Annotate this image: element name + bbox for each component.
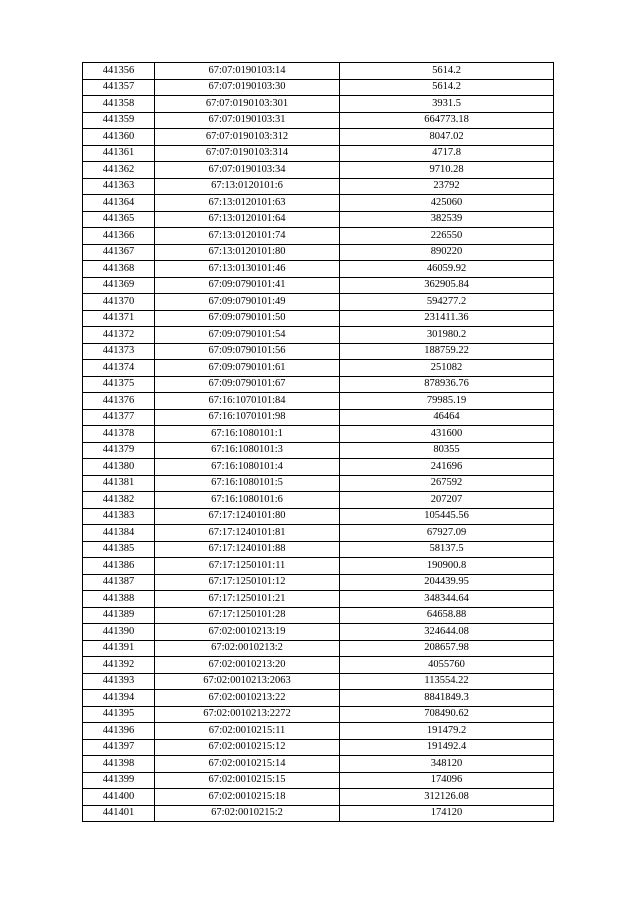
table-row — [83, 492, 554, 509]
value-cell: 5614.2 — [340, 63, 554, 80]
cadastral-number-cell: 67:17:1240101:81 — [155, 525, 340, 542]
value-cell: 204439.95 — [340, 574, 554, 591]
cadastral-number-cell: 67:07:0190103:301 — [155, 96, 340, 113]
table-row — [83, 426, 554, 443]
table-row — [83, 294, 554, 311]
row-id-cell: 441386 — [83, 558, 155, 575]
row-id-cell: 441371 — [83, 310, 155, 327]
row-id-cell: 441397 — [83, 739, 155, 756]
row-id-cell: 441366 — [83, 228, 155, 245]
value-cell: 8047.02 — [340, 129, 554, 146]
row-id-cell: 441396 — [83, 723, 155, 740]
cadastral-number-cell: 67:07:0190103:314 — [155, 145, 340, 162]
cadastral-number-cell: 67:13:0120101:80 — [155, 244, 340, 261]
cadastral-number-cell: 67:02:0010213:22 — [155, 690, 340, 707]
table-row — [83, 442, 554, 459]
row-id-cell: 441388 — [83, 591, 155, 608]
table-row — [83, 525, 554, 542]
row-id-cell: 441393 — [83, 673, 155, 690]
cadastral-number-cell: 67:17:1250101:12 — [155, 574, 340, 591]
table-row — [83, 63, 554, 80]
cadastral-number-cell: 67:09:0790101:54 — [155, 327, 340, 344]
table-row — [83, 228, 554, 245]
cadastral-number-cell: 67:07:0190103:14 — [155, 63, 340, 80]
row-id-cell: 441382 — [83, 492, 155, 509]
table-row — [83, 376, 554, 393]
cadastral-number-cell: 67:02:0010215:11 — [155, 723, 340, 740]
value-cell: 431600 — [340, 426, 554, 443]
value-cell: 4055760 — [340, 657, 554, 674]
row-id-cell: 441359 — [83, 112, 155, 129]
row-id-cell: 441385 — [83, 541, 155, 558]
value-cell: 113554.22 — [340, 673, 554, 690]
cadastral-number-cell: 67:07:0190103:31 — [155, 112, 340, 129]
value-cell: 8841849.3 — [340, 690, 554, 707]
row-id-cell: 441357 — [83, 79, 155, 96]
table-row — [83, 558, 554, 575]
table-row — [83, 706, 554, 723]
table-row — [83, 541, 554, 558]
table-row — [83, 475, 554, 492]
row-id-cell: 441392 — [83, 657, 155, 674]
value-cell: 190900.8 — [340, 558, 554, 575]
table-row — [83, 211, 554, 228]
cadastral-number-cell: 67:02:0010213:19 — [155, 624, 340, 641]
value-cell: 664773.18 — [340, 112, 554, 129]
cadastral-number-cell: 67:16:1080101:3 — [155, 442, 340, 459]
table-row — [83, 624, 554, 641]
row-id-cell: 441395 — [83, 706, 155, 723]
value-cell: 267592 — [340, 475, 554, 492]
row-id-cell: 441370 — [83, 294, 155, 311]
table-row — [83, 657, 554, 674]
cadastral-number-cell: 67:13:0120101:63 — [155, 195, 340, 212]
cadastral-number-cell: 67:02:0010213:2 — [155, 640, 340, 657]
value-cell: 312126.08 — [340, 789, 554, 806]
value-cell: 890220 — [340, 244, 554, 261]
row-id-cell: 441394 — [83, 690, 155, 707]
value-cell: 348344.64 — [340, 591, 554, 608]
table-row — [83, 805, 554, 822]
row-id-cell: 441384 — [83, 525, 155, 542]
row-id-cell: 441377 — [83, 409, 155, 426]
row-id-cell: 441374 — [83, 360, 155, 377]
table-row — [83, 673, 554, 690]
cadastral-number-cell: 67:16:1080101:4 — [155, 459, 340, 476]
cadastral-number-cell: 67:02:0010213:20 — [155, 657, 340, 674]
cadastral-number-cell: 67:07:0190103:30 — [155, 79, 340, 96]
table-row — [83, 244, 554, 261]
value-cell: 191492.4 — [340, 739, 554, 756]
row-id-cell: 441401 — [83, 805, 155, 822]
row-id-cell: 441379 — [83, 442, 155, 459]
row-id-cell: 441381 — [83, 475, 155, 492]
value-cell: 191479.2 — [340, 723, 554, 740]
value-cell: 208657.98 — [340, 640, 554, 657]
table-row — [83, 145, 554, 162]
table-body — [83, 63, 554, 822]
value-cell: 5614.2 — [340, 79, 554, 96]
table-row — [83, 723, 554, 740]
cadastral-number-cell: 67:13:0120101:74 — [155, 228, 340, 245]
value-cell: 174096 — [340, 772, 554, 789]
table-row — [83, 607, 554, 624]
row-id-cell: 441358 — [83, 96, 155, 113]
table-row — [83, 178, 554, 195]
cadastral-number-cell: 67:07:0190103:312 — [155, 129, 340, 146]
cadastral-number-cell: 67:17:1250101:28 — [155, 607, 340, 624]
value-cell: 324644.08 — [340, 624, 554, 641]
table-row — [83, 756, 554, 773]
cadastral-number-cell: 67:16:1070101:98 — [155, 409, 340, 426]
cadastral-number-cell: 67:02:0010215:2 — [155, 805, 340, 822]
cadastral-value-table — [82, 62, 554, 822]
row-id-cell: 441387 — [83, 574, 155, 591]
table-row — [83, 96, 554, 113]
row-id-cell: 441367 — [83, 244, 155, 261]
value-cell: 301980.2 — [340, 327, 554, 344]
row-id-cell: 441398 — [83, 756, 155, 773]
table-row — [83, 195, 554, 212]
cadastral-number-cell: 67:17:1250101:11 — [155, 558, 340, 575]
table-row — [83, 162, 554, 179]
value-cell: 188759.22 — [340, 343, 554, 360]
table-row — [83, 409, 554, 426]
value-cell: 708490.62 — [340, 706, 554, 723]
cadastral-number-cell: 67:09:0790101:67 — [155, 376, 340, 393]
value-cell: 207207 — [340, 492, 554, 509]
table-row — [83, 393, 554, 410]
cadastral-number-cell: 67:02:0010215:12 — [155, 739, 340, 756]
value-cell: 382539 — [340, 211, 554, 228]
value-cell: 23792 — [340, 178, 554, 195]
table-row — [83, 79, 554, 96]
row-id-cell: 441391 — [83, 640, 155, 657]
row-id-cell: 441372 — [83, 327, 155, 344]
cadastral-number-cell: 67:02:0010215:15 — [155, 772, 340, 789]
cadastral-number-cell: 67:17:1240101:80 — [155, 508, 340, 525]
row-id-cell: 441375 — [83, 376, 155, 393]
cadastral-number-cell: 67:02:0010213:2272 — [155, 706, 340, 723]
table-row — [83, 112, 554, 129]
row-id-cell: 441399 — [83, 772, 155, 789]
value-cell: 226550 — [340, 228, 554, 245]
table-row — [83, 690, 554, 707]
row-id-cell: 441390 — [83, 624, 155, 641]
table-row — [83, 261, 554, 278]
table-row — [83, 591, 554, 608]
cadastral-number-cell: 67:09:0790101:56 — [155, 343, 340, 360]
table-row — [83, 360, 554, 377]
cadastral-number-cell: 67:17:1240101:88 — [155, 541, 340, 558]
row-id-cell: 441363 — [83, 178, 155, 195]
row-id-cell: 441356 — [83, 63, 155, 80]
cadastral-number-cell: 67:13:0120101:64 — [155, 211, 340, 228]
value-cell: 46464 — [340, 409, 554, 426]
cadastral-number-cell: 67:13:0130101:46 — [155, 261, 340, 278]
value-cell: 79985.19 — [340, 393, 554, 410]
table-row — [83, 310, 554, 327]
row-id-cell: 441373 — [83, 343, 155, 360]
value-cell: 878936.76 — [340, 376, 554, 393]
value-cell: 362905.84 — [340, 277, 554, 294]
value-cell: 425060 — [340, 195, 554, 212]
cadastral-number-cell: 67:02:0010215:18 — [155, 789, 340, 806]
row-id-cell: 441400 — [83, 789, 155, 806]
table-row — [83, 789, 554, 806]
table-row — [83, 343, 554, 360]
table-row — [83, 277, 554, 294]
value-cell: 46059.92 — [340, 261, 554, 278]
value-cell: 105445.56 — [340, 508, 554, 525]
row-id-cell: 441365 — [83, 211, 155, 228]
cadastral-number-cell: 67:16:1080101:1 — [155, 426, 340, 443]
value-cell: 594277.2 — [340, 294, 554, 311]
table-row — [83, 129, 554, 146]
row-id-cell: 441360 — [83, 129, 155, 146]
value-cell: 231411.36 — [340, 310, 554, 327]
table-row — [83, 640, 554, 657]
row-id-cell: 441368 — [83, 261, 155, 278]
value-cell: 67927.09 — [340, 525, 554, 542]
row-id-cell: 441364 — [83, 195, 155, 212]
row-id-cell: 441380 — [83, 459, 155, 476]
value-cell: 251082 — [340, 360, 554, 377]
table-row — [83, 508, 554, 525]
cadastral-number-cell: 67:09:0790101:61 — [155, 360, 340, 377]
cadastral-number-cell: 67:13:0120101:6 — [155, 178, 340, 195]
table-row — [83, 739, 554, 756]
row-id-cell: 441376 — [83, 393, 155, 410]
value-cell: 64658.88 — [340, 607, 554, 624]
row-id-cell: 441361 — [83, 145, 155, 162]
value-cell: 4717.8 — [340, 145, 554, 162]
row-id-cell: 441383 — [83, 508, 155, 525]
value-cell: 58137.5 — [340, 541, 554, 558]
table-row — [83, 327, 554, 344]
cadastral-number-cell: 67:09:0790101:41 — [155, 277, 340, 294]
value-cell: 174120 — [340, 805, 554, 822]
cadastral-number-cell: 67:17:1250101:21 — [155, 591, 340, 608]
row-id-cell: 441369 — [83, 277, 155, 294]
value-cell: 348120 — [340, 756, 554, 773]
value-cell: 80355 — [340, 442, 554, 459]
table-row — [83, 459, 554, 476]
cadastral-number-cell: 67:16:1070101:84 — [155, 393, 340, 410]
row-id-cell: 441362 — [83, 162, 155, 179]
value-cell: 9710.28 — [340, 162, 554, 179]
cadastral-number-cell: 67:09:0790101:50 — [155, 310, 340, 327]
value-cell: 241696 — [340, 459, 554, 476]
cadastral-number-cell: 67:02:0010213:2063 — [155, 673, 340, 690]
row-id-cell: 441378 — [83, 426, 155, 443]
table-row — [83, 574, 554, 591]
table-row — [83, 772, 554, 789]
cadastral-number-cell: 67:09:0790101:49 — [155, 294, 340, 311]
cadastral-number-cell: 67:16:1080101:6 — [155, 492, 340, 509]
cadastral-number-cell: 67:02:0010215:14 — [155, 756, 340, 773]
value-cell: 3931.5 — [340, 96, 554, 113]
cadastral-number-cell: 67:07:0190103:34 — [155, 162, 340, 179]
row-id-cell: 441389 — [83, 607, 155, 624]
cadastral-number-cell: 67:16:1080101:5 — [155, 475, 340, 492]
